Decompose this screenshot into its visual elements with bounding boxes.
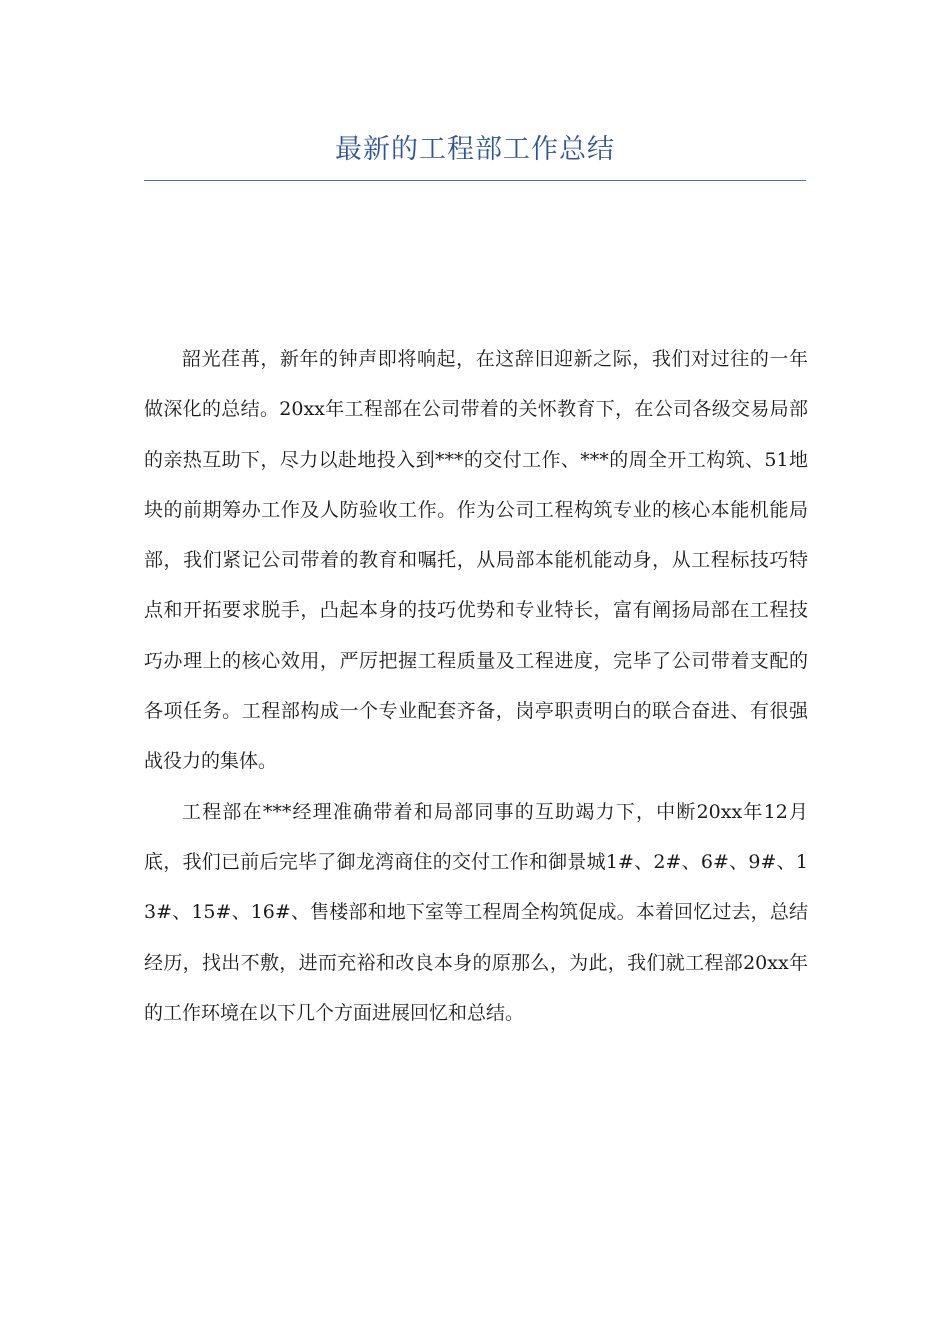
paragraph-2: 工程部在***经理准确带着和局部同事的互助竭力下，中断20xx年12月底，我们已前后完毕了御龙湾商住的交付工作和御景城1#、2#、6#、9#、13#、15#、16#、售楼部和地下室等工程周全构筑促成。本着回忆过去，总结经历，找出不敷，进而充裕和改良本身的原那么，为此，我们就工程部20xx年的工作环境在以下几个方面进展回忆和总结。 [144,800,808,1024]
title-divider [144,180,806,181]
paragraph-1: 韶光荏苒，新年的钟声即将响起，在这辞旧迎新之际，我们对过往的一年做深化的总结。20xx年工程部在公司带着的关怀教育下，在公司各级交易局部的亲热互助下，尽力以赴地投入到***的交付工作、***的周全开工构筑、51地块的前期筹办工作及人防验收工作。作为公司工程构筑专业的核心本能机能局部，我们紧记公司带着的教育和嘱托，从局部本能机能动身，从工程标技巧特点和开拓要求脱手，凸起本身的技巧优势和专业特长，富有阐扬局部在工程技巧办理上的核心效用，严厉把握工程质量及工程进度，完毕了公司带着支配的各项任务。工程部构成一个专业配套齐备，岗亭职责明白的联合奋进、有很强战役力的集体。 [144,348,808,773]
document-body [144,334,808,1038]
document-title: 最新的工程部工作总结 [335,134,615,165]
